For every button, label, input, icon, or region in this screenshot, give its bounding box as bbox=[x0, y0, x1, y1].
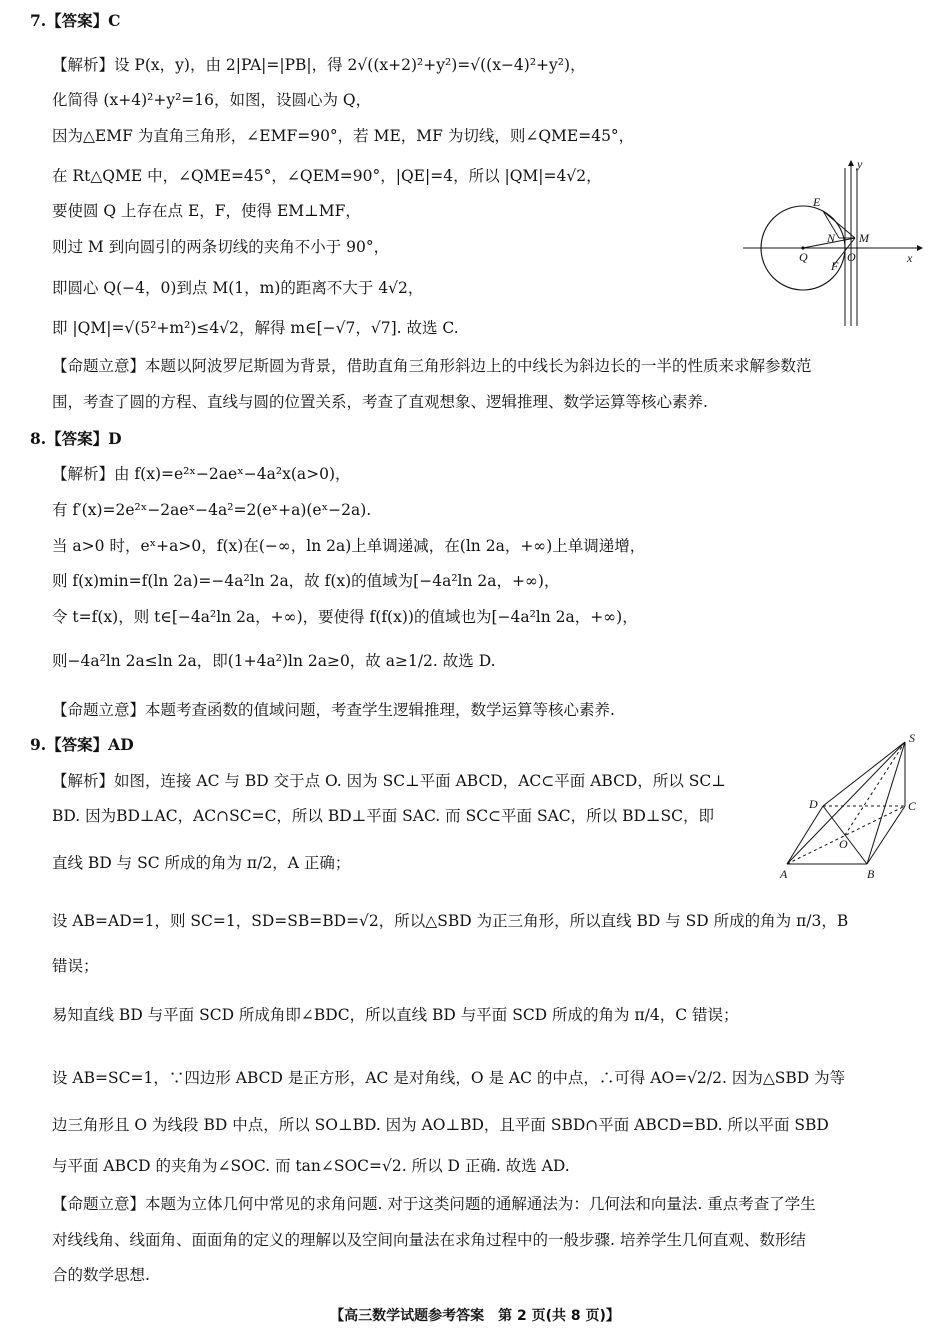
q9-pyramid-figure bbox=[775, 728, 925, 883]
q8-answer: 8.【答案】D bbox=[30, 429, 122, 448]
q7-line-2: 化简得 (x+4)²+y²=16，如图，设圆心为 Q， bbox=[52, 91, 372, 109]
q7-line-7: 即圆心 Q(−4，0)到点 M(1，m)的距离不大于 4√2， bbox=[52, 279, 424, 297]
label-e: E bbox=[813, 195, 821, 209]
label-y: y bbox=[857, 158, 863, 171]
q8-line-5: 令 t=f(x)，则 t∈[−4a²ln 2a，+∞)，要使得 f(f(x))的值域也为[−4a²ln 2a，+∞)， bbox=[52, 608, 638, 626]
q8-line-1: 【解析】由 f(x)=e²ˣ−2aeˣ−4a²x(a>0)， bbox=[52, 465, 351, 483]
label-b: B bbox=[867, 867, 875, 881]
q7-answer: 7.【答案】C bbox=[30, 11, 121, 30]
label-o: O bbox=[847, 250, 856, 264]
q7-line-1: 【解析】设 P(x，y)，由 2|PA|=|PB|，得 2√((x+2)²+y²)=√((x−4)²+y²)， bbox=[52, 56, 586, 74]
label-n: N bbox=[827, 231, 836, 245]
q9-line-1: 【解析】如图，连接 AC 与 BD 交于点 O. 因为 SC⊥平面 ABCD，AC⊂平面 ABCD，所以 SC⊥ bbox=[52, 772, 726, 790]
q9-intent-3: 合的数学思想. bbox=[52, 1266, 150, 1284]
q8-line-4: 则 f(x)min=f(ln 2a)=−4a²ln 2a，故 f(x)的值域为[−4a²ln 2a，+∞)， bbox=[52, 572, 560, 590]
q9-line-5: 错误； bbox=[52, 957, 99, 975]
q9-line-3: 直线 BD 与 SC 所成的角为 π/2，A 正确； bbox=[52, 854, 351, 872]
edge-bc bbox=[867, 806, 905, 864]
label-m: M bbox=[859, 231, 869, 245]
y-axis-arrow bbox=[848, 160, 854, 166]
q9-line-9: 与平面 ABCD 的夹角为∠SOC. 而 tan∠SOC=√2. 所以 D 正确. 故选 AD. bbox=[52, 1157, 570, 1175]
edge-sd bbox=[823, 742, 905, 806]
q7-intent-2: 围，考查了圆的方程、直线与圆的位置关系，考查了直观想象、逻辑推理、数学运算等核心素养. bbox=[52, 393, 708, 411]
edge-sb bbox=[867, 742, 905, 864]
q9-intent-1: 【命题立意】本题为立体几何中常见的求角问题. 对于这类问题的通解通法为：几何法和向量法. 重点考查了学生 bbox=[52, 1195, 816, 1213]
q9-line-4: 设 AB=AD=1，则 SC=1，SD=SB=BD=√2，所以△SBD 为正三角形，所以直线 BD 与 SD 所成的角为 π/3，B bbox=[52, 912, 849, 930]
q8-line-6: 则−4a²ln 2a≤ln 2a，即(1+4a²)ln 2a≥0，故 a≥1/2. 故选 D. bbox=[52, 652, 496, 670]
label-x: x bbox=[907, 251, 913, 265]
q8-line-3: 当 a>0 时，eˣ+a>0，f(x)在(−∞，ln 2a)上单调递减，在(ln 2a，+∞)上单调递增， bbox=[52, 537, 646, 555]
page-footer bbox=[0, 1305, 950, 1325]
q7-line-6: 则过 M 到向圆引的两条切线的夹角不小于 90°， bbox=[52, 238, 390, 256]
label-o: O bbox=[839, 837, 848, 851]
label-s: S bbox=[909, 731, 915, 745]
label-f: F bbox=[831, 259, 839, 273]
q9-line-2: BD. 因为BD⊥AC，AC∩SC=C，所以 BD⊥平面 SAC. 而 SC⊂平面 SAC，所以 BD⊥SC，即 bbox=[52, 807, 714, 825]
q7-line-3: 因为△EMF 为直角三角形，∠EMF=90°，若 ME，MF 为切线，则∠QME=45°， bbox=[52, 127, 635, 145]
q7-line-4: 在 Rt△QME 中，∠QME=45°，∠QEM=90°，|QE|=4，所以 |QM|=4√2， bbox=[52, 167, 602, 185]
q7-line-5: 要使圆 Q 上存在点 E，F，使得 EM⊥MF， bbox=[52, 202, 361, 220]
q9-line-6: 易知直线 BD 与平面 SCD 所成角即∠BDC，所以直线 BD 与平面 SCD 所成的角为 π/4，C 错误； bbox=[52, 1006, 739, 1024]
q7-line-8: 即 |QM|=√(5²+m²)≤4√2，解得 m∈[−√7，√7]. 故选 C. bbox=[52, 319, 459, 337]
q7-circle-figure bbox=[735, 158, 925, 328]
q8-line-2: 有 f′(x)=2e²ˣ−2aeˣ−4a²=2(eˣ+a)(eˣ−2a). bbox=[52, 501, 372, 519]
q9-line-7: 设 AB=SC=1，∵四边形 ABCD 是正方形，AC 是对角线，O 是 AC 的中点，∴可得 AO=√2/2. 因为△SBD 为等 bbox=[52, 1069, 846, 1087]
footer-text: 【高三数学试题参考答案 第 2 页(共 8 页)】 bbox=[330, 1308, 620, 1324]
label-c: C bbox=[908, 799, 917, 813]
label-d: D bbox=[809, 797, 818, 811]
x-axis-arrow bbox=[917, 245, 923, 251]
label-a: A bbox=[780, 867, 788, 881]
q9-intent-2: 对线线角、线面角、面面角的定义的理解以及空间向量法在求角过程中的一般步骤. 培养学生几何直观、数形结 bbox=[52, 1231, 806, 1249]
q7-intent-1: 【命题立意】本题以阿波罗尼斯圆为背景，借助直角三角形斜边上的中线长为斜边长的一半的性质来求解参数范 bbox=[52, 357, 812, 375]
q9-line-8: 边三角形且 O 为线段 BD 中点，所以 SO⊥BD. 因为 AO⊥BD，且平面 SBD∩平面 ABCD=BD. 所以平面 SBD bbox=[52, 1116, 829, 1134]
q8-intent: 【命题立意】本题考查函数的值域问题，考查学生逻辑推理，数学运算等核心素养. bbox=[52, 701, 615, 719]
label-q: Q bbox=[799, 250, 808, 264]
q9-answer: 9.【答案】AD bbox=[30, 735, 134, 754]
